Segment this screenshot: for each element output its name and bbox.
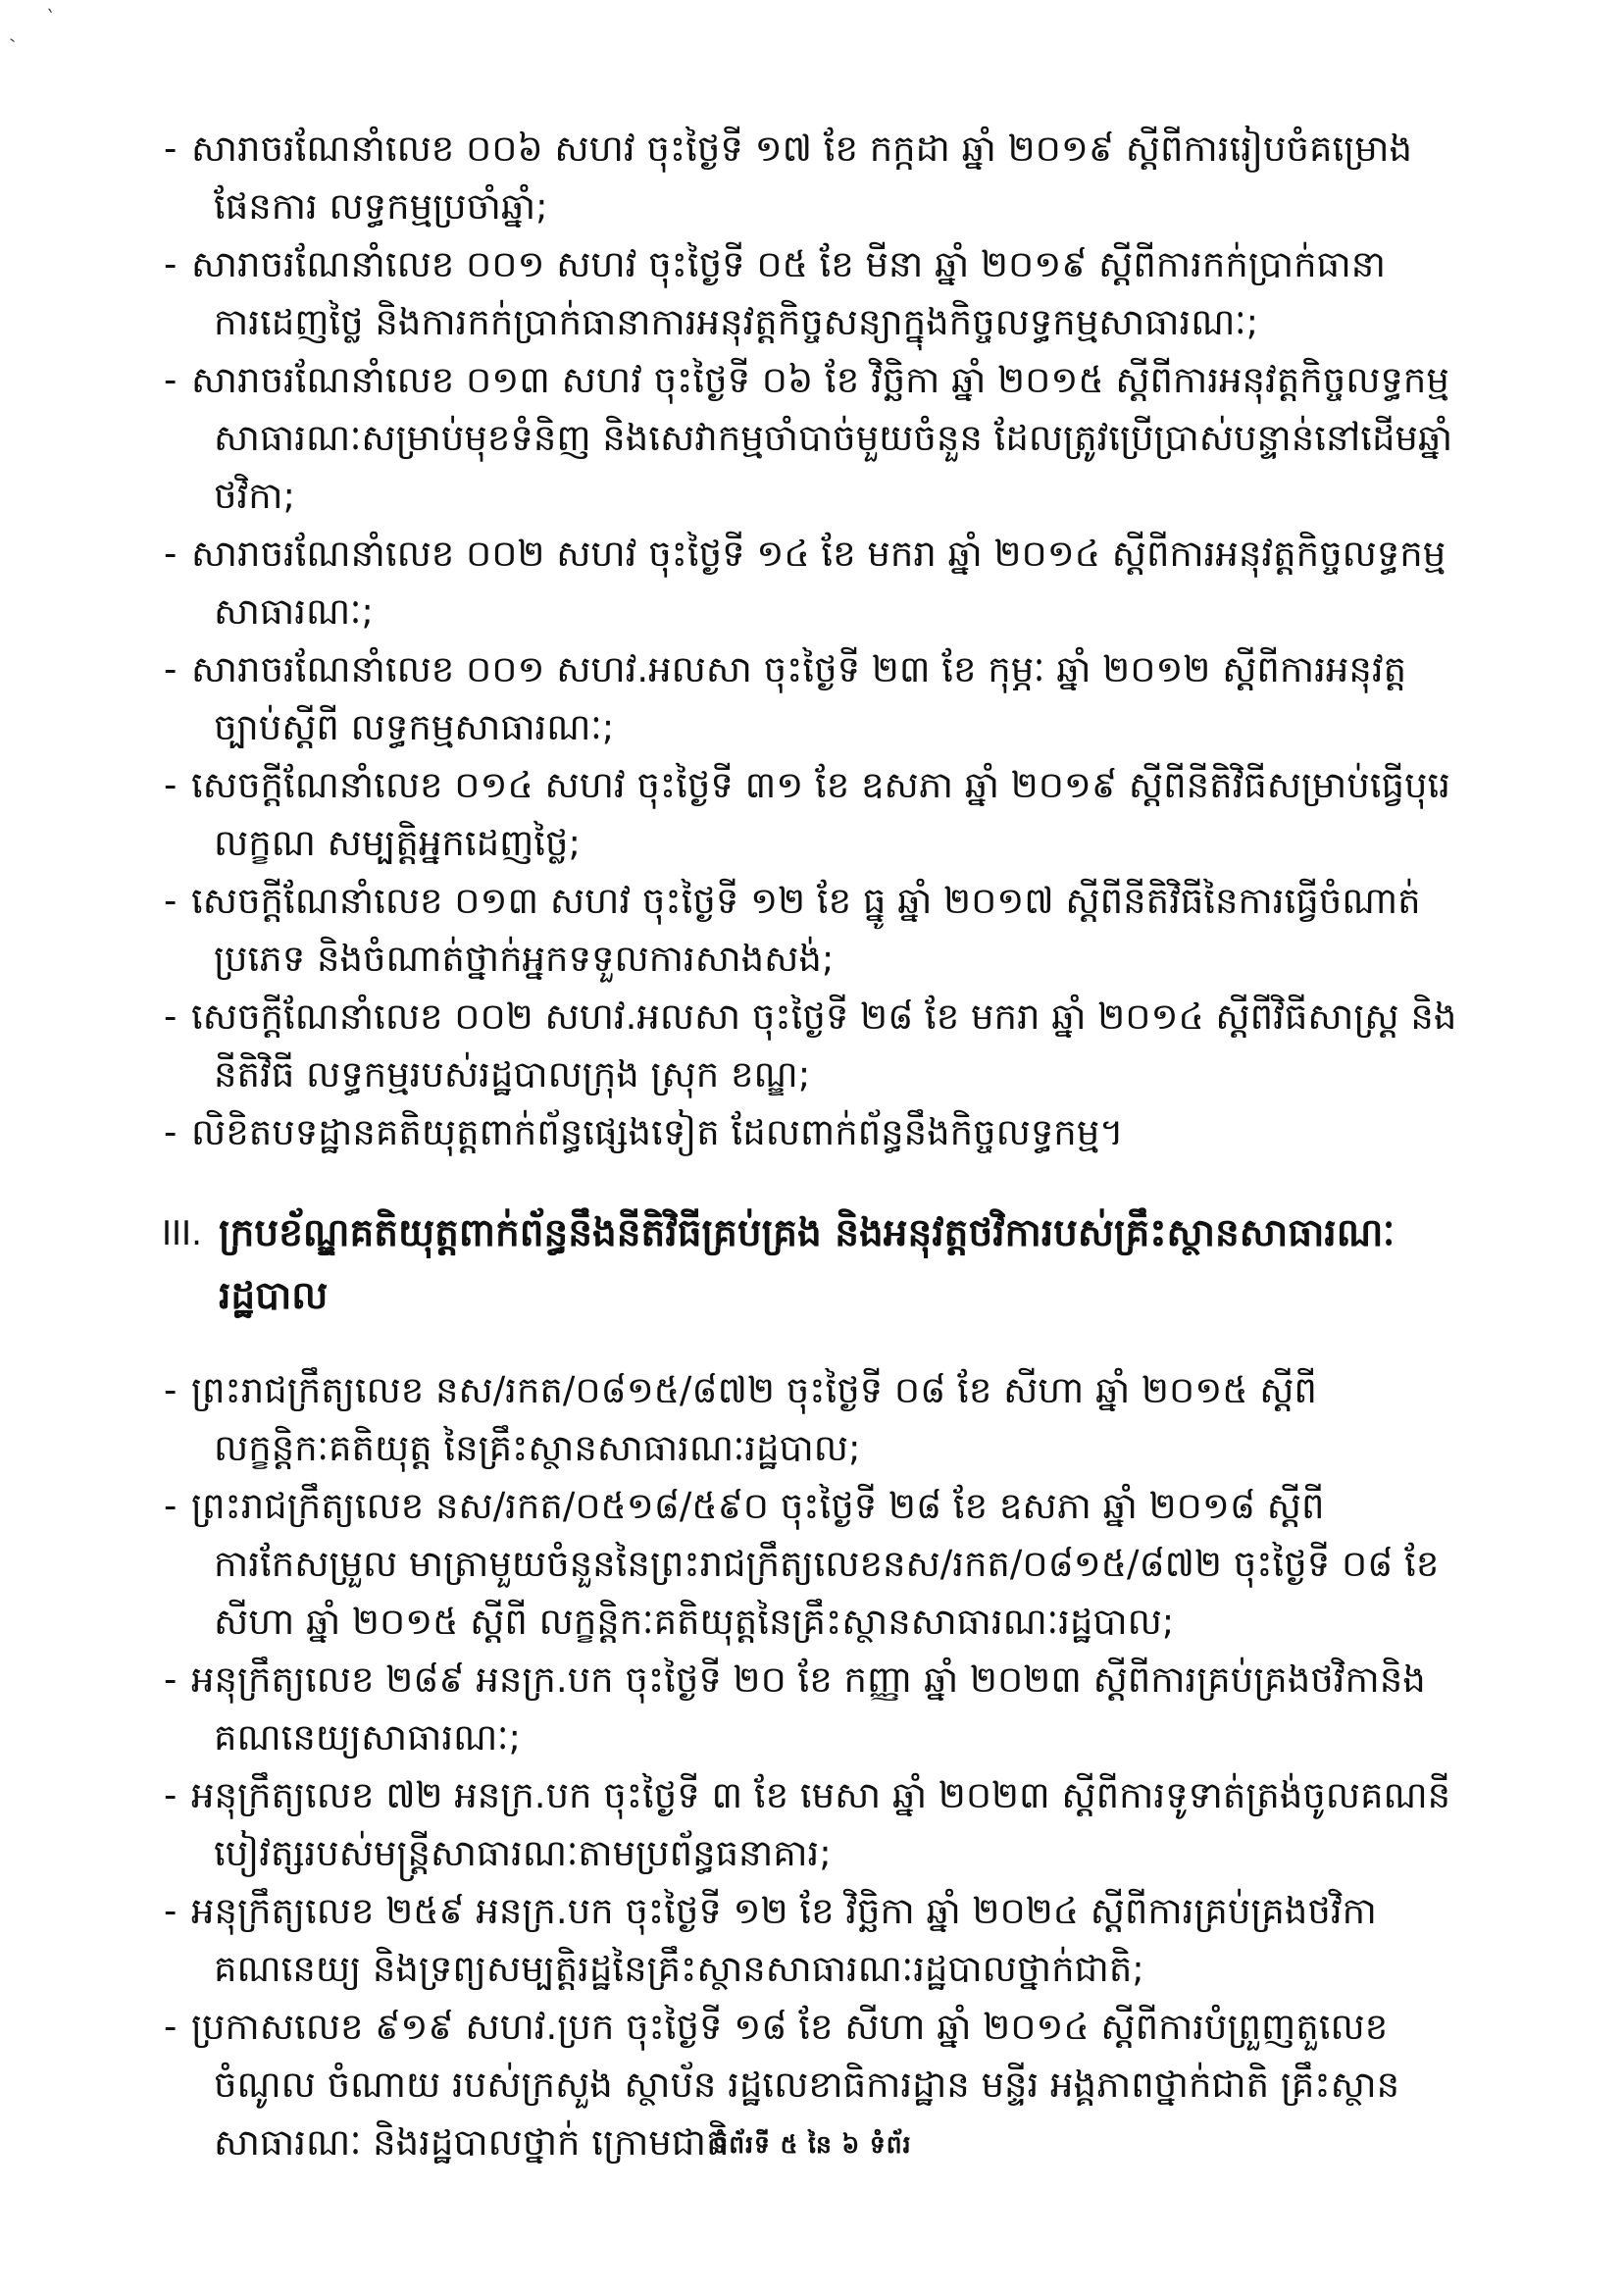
- legal-reference-item: - សារាចរណែនាំលេខ ០០៦ សហវ ចុះថ្ងៃទី ១៧ ខែ កក្កដា ឆ្នាំ ២០១៩ ស្តីពីការរៀបចំគម្រោងផែនការ លទ្ធកម្មប្រចាំឆ្នាំ;: [162, 120, 1466, 235]
- page-number-footer: ទំព័រទី ៥ នៃ ៦ ទំព័រ: [712, 2130, 912, 2159]
- legal-reference-item: - អនុក្រឹត្យលេខ ២៥៩ អនក្រ.បក ចុះថ្ងៃទី ១២ ខែ វិច្ឆិកា ឆ្នាំ ២០២៤ ស្តីពីការគ្រប់គ្រងថវិកា គណនេយ្យ និងទ្រព្យសម្បត្តិរដ្ឋនៃគ្រឹះស្ថានសាធារណៈរដ្ឋបាលថ្នាក់ជាតិ;: [162, 1882, 1466, 1998]
- legal-reference-item: - ព្រះរាជក្រឹត្យលេខ នស/រកត/០៨១៥/៨៧២ ចុះថ្ងៃទី ០៨ ខែ សីហា ឆ្នាំ ២០១៥ ស្តីពីលក្ខន្តិកៈគតិយុត្ត នៃគ្រឹះស្ថានសាធារណៈរដ្ឋបាល;: [162, 1361, 1466, 1477]
- legal-reference-item: - អនុក្រឹត្យលេខ ៧២ អនក្រ.បក ចុះថ្ងៃទី ៣ ខែ មេសា ឆ្នាំ ២០២៣ ស្តីពីការទូទាត់ត្រង់ចូលគណនី បៀវត្សរបស់មន្ត្រីសាធារណៈតាមប្រព័ន្ធធនាគារ;: [162, 1766, 1466, 1882]
- legal-reference-item: - ប្រកាសលេខ ៩១៩ សហវ.ប្រក ចុះថ្ងៃទី ១៨ ខែ សីហា ឆ្នាំ ២០១៤ ស្តីពីការបំព្រួញតួលេខចំណូល ចំណាយ របស់ក្រសួង ស្ថាប័ន រដ្ឋលេខាធិការដ្ឋាន មន្ទីរ អង្គភាពថ្នាក់ជាតិ គ្រឹះស្ថានសាធារណៈ និងរដ្ឋបាលថ្នាក់ ក្រោមជាតិ: [162, 1998, 1466, 2171]
- section-3-reference-list: [162, 1361, 1466, 2171]
- legal-reference-item: - សេចក្តីណែនាំលេខ ០១៣ សហវ ចុះថ្ងៃទី ១២ ខែ ធ្នូ ឆ្នាំ ២០១៧ ស្តីពីនីតិវិធីនៃការធ្វើចំណាត់ប្រភេទ និងចំណាត់ថ្នាក់អ្នកទទួលការសាងសង់;: [162, 872, 1466, 988]
- legal-reference-item: - សារាចរណែនាំលេខ ០០២ សហវ ចុះថ្ងៃទី ១៤ ខែ មករា ឆ្នាំ ២០១៤ ស្តីពីការអនុវត្តកិច្ចលទ្ធកម្មសាធារណៈ;: [162, 525, 1466, 640]
- legal-reference-item: - ព្រះរាជក្រឹត្យលេខ នស/រកត/០៥១៨/៥៩០ ចុះថ្ងៃទី ២៨ ខែ ឧសភា ឆ្នាំ ២០១៨ ស្តីពីការកែសម្រួល មាត្រាមួយចំនួននៃព្រះរាជក្រឹត្យលេខនស/រកត/០៨១៥/៨៧២ ចុះថ្ងៃទី ០៨ ខែ សីហា ឆ្នាំ ២០១៥ ស្តីពី លក្ខន្តិកៈគតិយុត្តនៃគ្រឹះស្ថានសាធារណៈរដ្ឋបាល;: [162, 1477, 1466, 1651]
- legal-reference-item: - សេចក្តីណែនាំលេខ ០០២ សហវ.អលសា ចុះថ្ងៃទី ២៨ ខែ មករា ឆ្នាំ ២០១៤ ស្តីពីវិធីសាស្រ្ត និងនីតិវិធី លទ្ធកម្មរបស់រដ្ឋបាលក្រុង ស្រុក ខណ្ឌ;: [162, 988, 1466, 1103]
- legal-reference-item: - អនុក្រឹត្យលេខ ២៨៩ អនក្រ.បក ចុះថ្ងៃទី ២០ ខែ កញ្ញា ឆ្នាំ ២០២៣ ស្តីពីការគ្រប់គ្រងថវិកានិង គណនេយ្យសាធារណៈ;: [162, 1651, 1466, 1766]
- legal-reference-item: - សារាចរណែនាំលេខ ០០១ សហវ ចុះថ្ងៃទី ០៥ ខែ មីនា ឆ្នាំ ២០១៩ ស្តីពីការកក់ប្រាក់ធានាការដេញថ្លៃ និងការកក់ប្រាក់ធានាការអនុវត្តកិច្ចសន្យាក្នុងកិច្ចលទ្ធកម្មសាធារណៈ;: [162, 235, 1466, 351]
- procurement-reference-list: [162, 120, 1466, 1161]
- legal-reference-item: - សេចក្តីណែនាំលេខ ០១៤ សហវ ចុះថ្ងៃទី ៣១ ខែ ឧសភា ឆ្នាំ ២០១៩ ស្តីពីនីតិវិធីសម្រាប់ធ្វើបុរេលក្ខណ សម្បត្តិអ្នកដេញថ្លៃ;: [162, 756, 1466, 872]
- section-number: III.: [162, 1214, 202, 1253]
- legal-reference-item: - លិខិតបទដ្ឋានគតិយុត្តពាក់ព័ន្ធផ្សេងទៀត ដែលពាក់ព័ន្ធនឹងកិច្ចលទ្ធកម្ម។: [162, 1103, 1466, 1161]
- scan-artifact: `: [7, 34, 23, 60]
- page-content: [162, 120, 1466, 2171]
- section-3-heading: [162, 1202, 1466, 1328]
- section-title: ក្របខ័ណ្ឌគតិយុត្តពាក់ព័ន្ធនឹងនីតិវិធីគ្រប់គ្រង និងអនុវត្តថវិការបស់គ្រឹះស្ថានសាធារណៈរដ្ឋបាល: [219, 1211, 1396, 1318]
- legal-reference-item: - សារាចរណែនាំលេខ ០០១ សហវ.អលសា ចុះថ្ងៃទី ២៣ ខែ កុម្ភៈ ឆ្នាំ ២០១២ ស្តីពីការអនុវត្តច្បាប់ស្តីពី លទ្ធកម្មសាធារណៈ;: [162, 640, 1466, 756]
- scan-artifact: `: [43, 5, 57, 30]
- legal-reference-item: - សារាចរណែនាំលេខ ០១៣ សហវ ចុះថ្ងៃទី ០៦ ខែ វិច្ឆិកា ឆ្នាំ ២០១៥ ស្តីពីការអនុវត្តកិច្ចលទ្ធកម្ម សាធារណៈសម្រាប់មុខទំនិញ និងសេវាកម្មចាំបាច់មួយចំនួន ដែលត្រូវប្រើប្រាស់បន្ទាន់នៅដើមឆ្នាំថវិកា;: [162, 351, 1466, 525]
